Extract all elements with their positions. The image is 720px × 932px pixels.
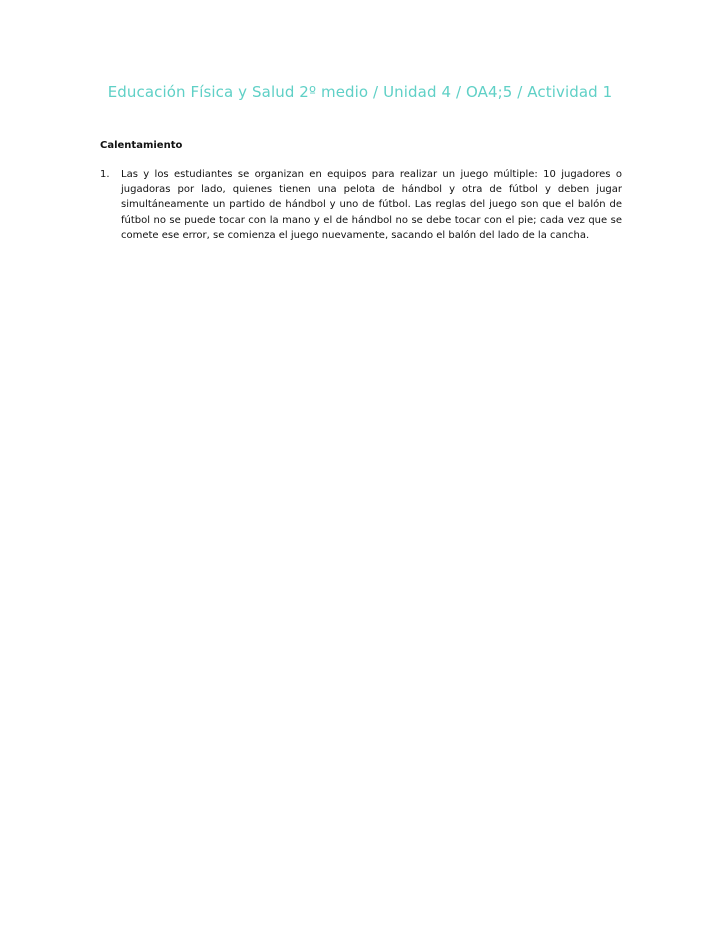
activity-list: [100, 167, 622, 243]
list-item-text: Las y los estudiantes se organizan en equipos para realizar un juego múltiple: 10 jugadores o jugadoras por lado, quienes tienen una pelota de hándbol y otra de fútbol y deben jugar simultáneamente un partido de hándbol y uno de fútbol. Las reglas del juego son que el balón de fútbol no se puede tocar con la mano y el de hándbol no se debe tocar con el pie; cada vez que se comete ese error, se comienza el juego nuevamente, sacando el balón del lado de la cancha.: [121, 169, 622, 241]
list-item: [100, 167, 622, 243]
section-heading: Calentamiento: [100, 140, 183, 151]
document-title: Educación Física y Salud 2º medio / Unidad 4 / OA4;5 / Actividad 1: [107, 83, 613, 101]
list-item-number: 1.: [100, 169, 110, 180]
